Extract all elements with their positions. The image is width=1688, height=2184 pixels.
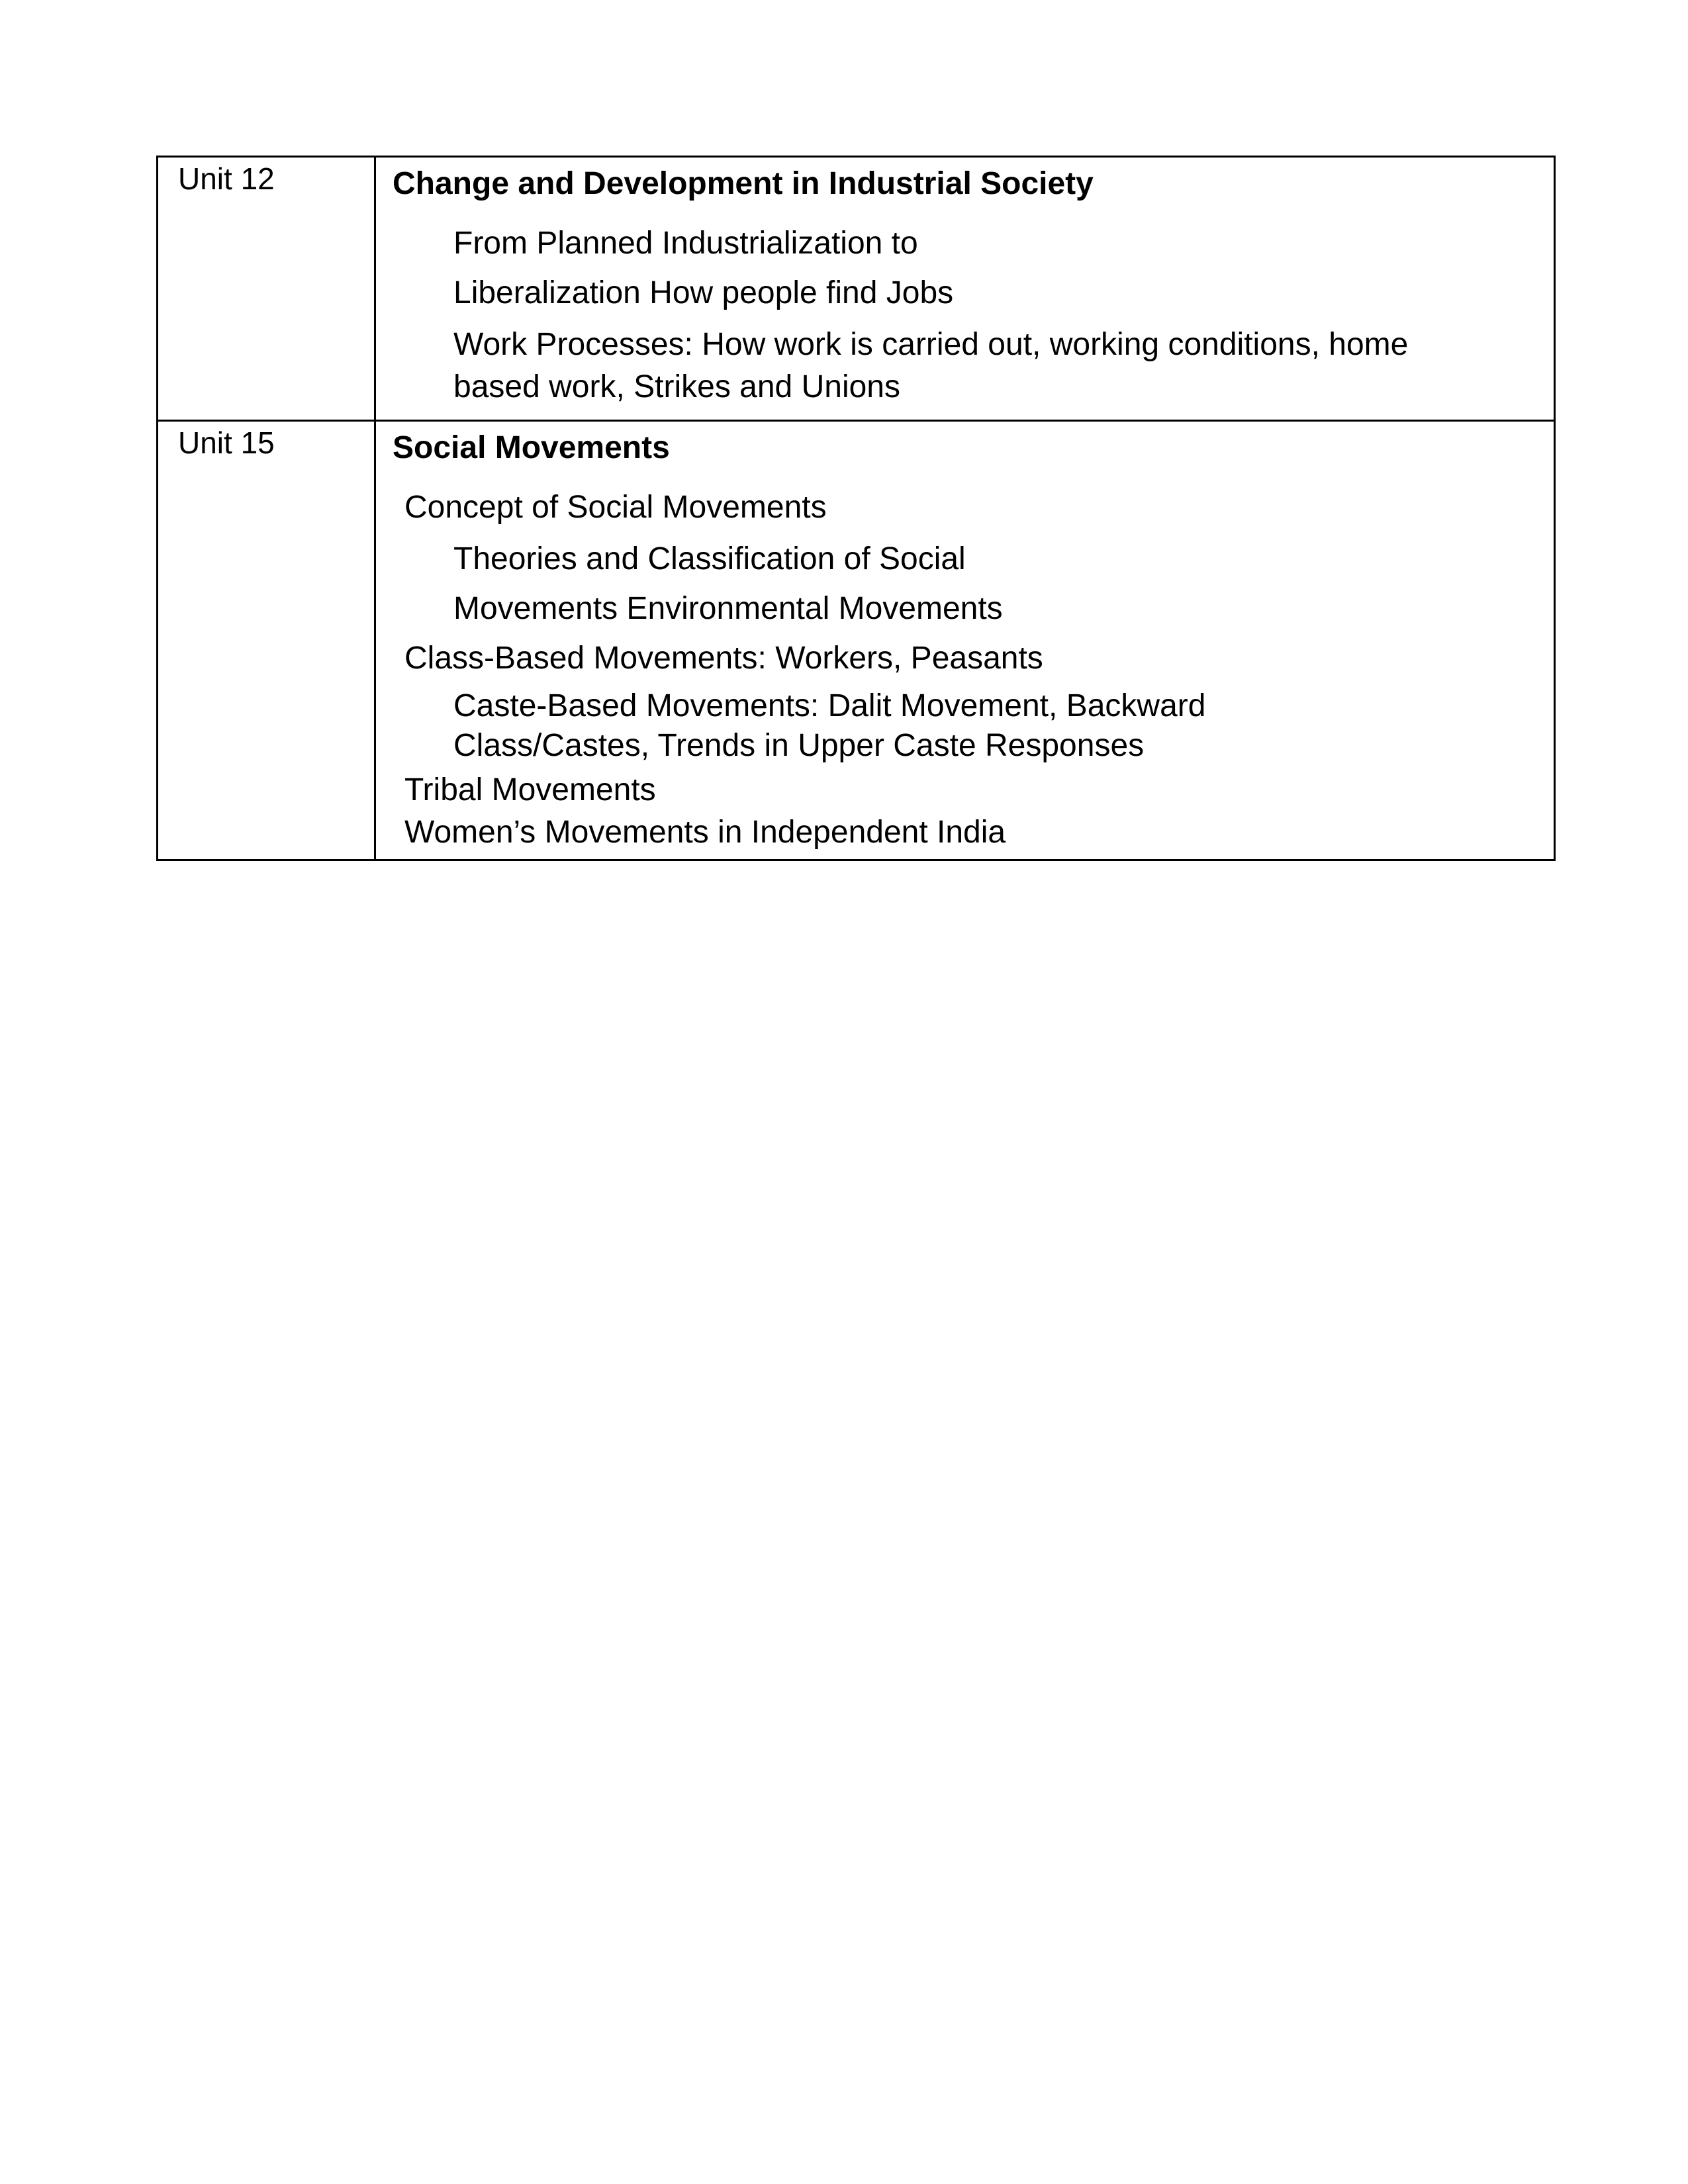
unit-title: Change and Development in Industrial Society [393, 166, 1094, 201]
unit-title: Social Movements [393, 430, 670, 465]
topic-line: Women’s Movements in Independent India [404, 815, 1006, 850]
topic-line: Movements Environmental Movements [453, 591, 1003, 626]
topic-line: From Planned Industrialization to [453, 226, 918, 261]
topic-line: Caste-Based Movements: Dalit Movement, Backward [453, 688, 1206, 723]
topic-line: Liberalization How people find Jobs [453, 275, 954, 310]
topic-line: Class/Castes, Trends in Upper Caste Responses [453, 728, 1145, 763]
syllabus-table [156, 156, 1556, 861]
unit-content [375, 157, 1555, 421]
topic-line: Concept of Social Movements [404, 490, 827, 525]
table-row [158, 421, 1555, 860]
topic-line: Class-Based Movements: Workers, Peasants [404, 641, 1043, 676]
topic-line: Theories and Classification of Social [453, 541, 966, 576]
unit-label: Unit 15 [158, 421, 375, 860]
table-row [158, 157, 1555, 421]
unit-label: Unit 12 [158, 157, 375, 421]
topic-line: Tribal Movements [404, 772, 656, 807]
unit-content [375, 421, 1555, 860]
topic-line: Work Processes: How work is carried out, working conditions, home [453, 327, 1409, 362]
topic-line: based work, Strikes and Unions [453, 369, 900, 404]
